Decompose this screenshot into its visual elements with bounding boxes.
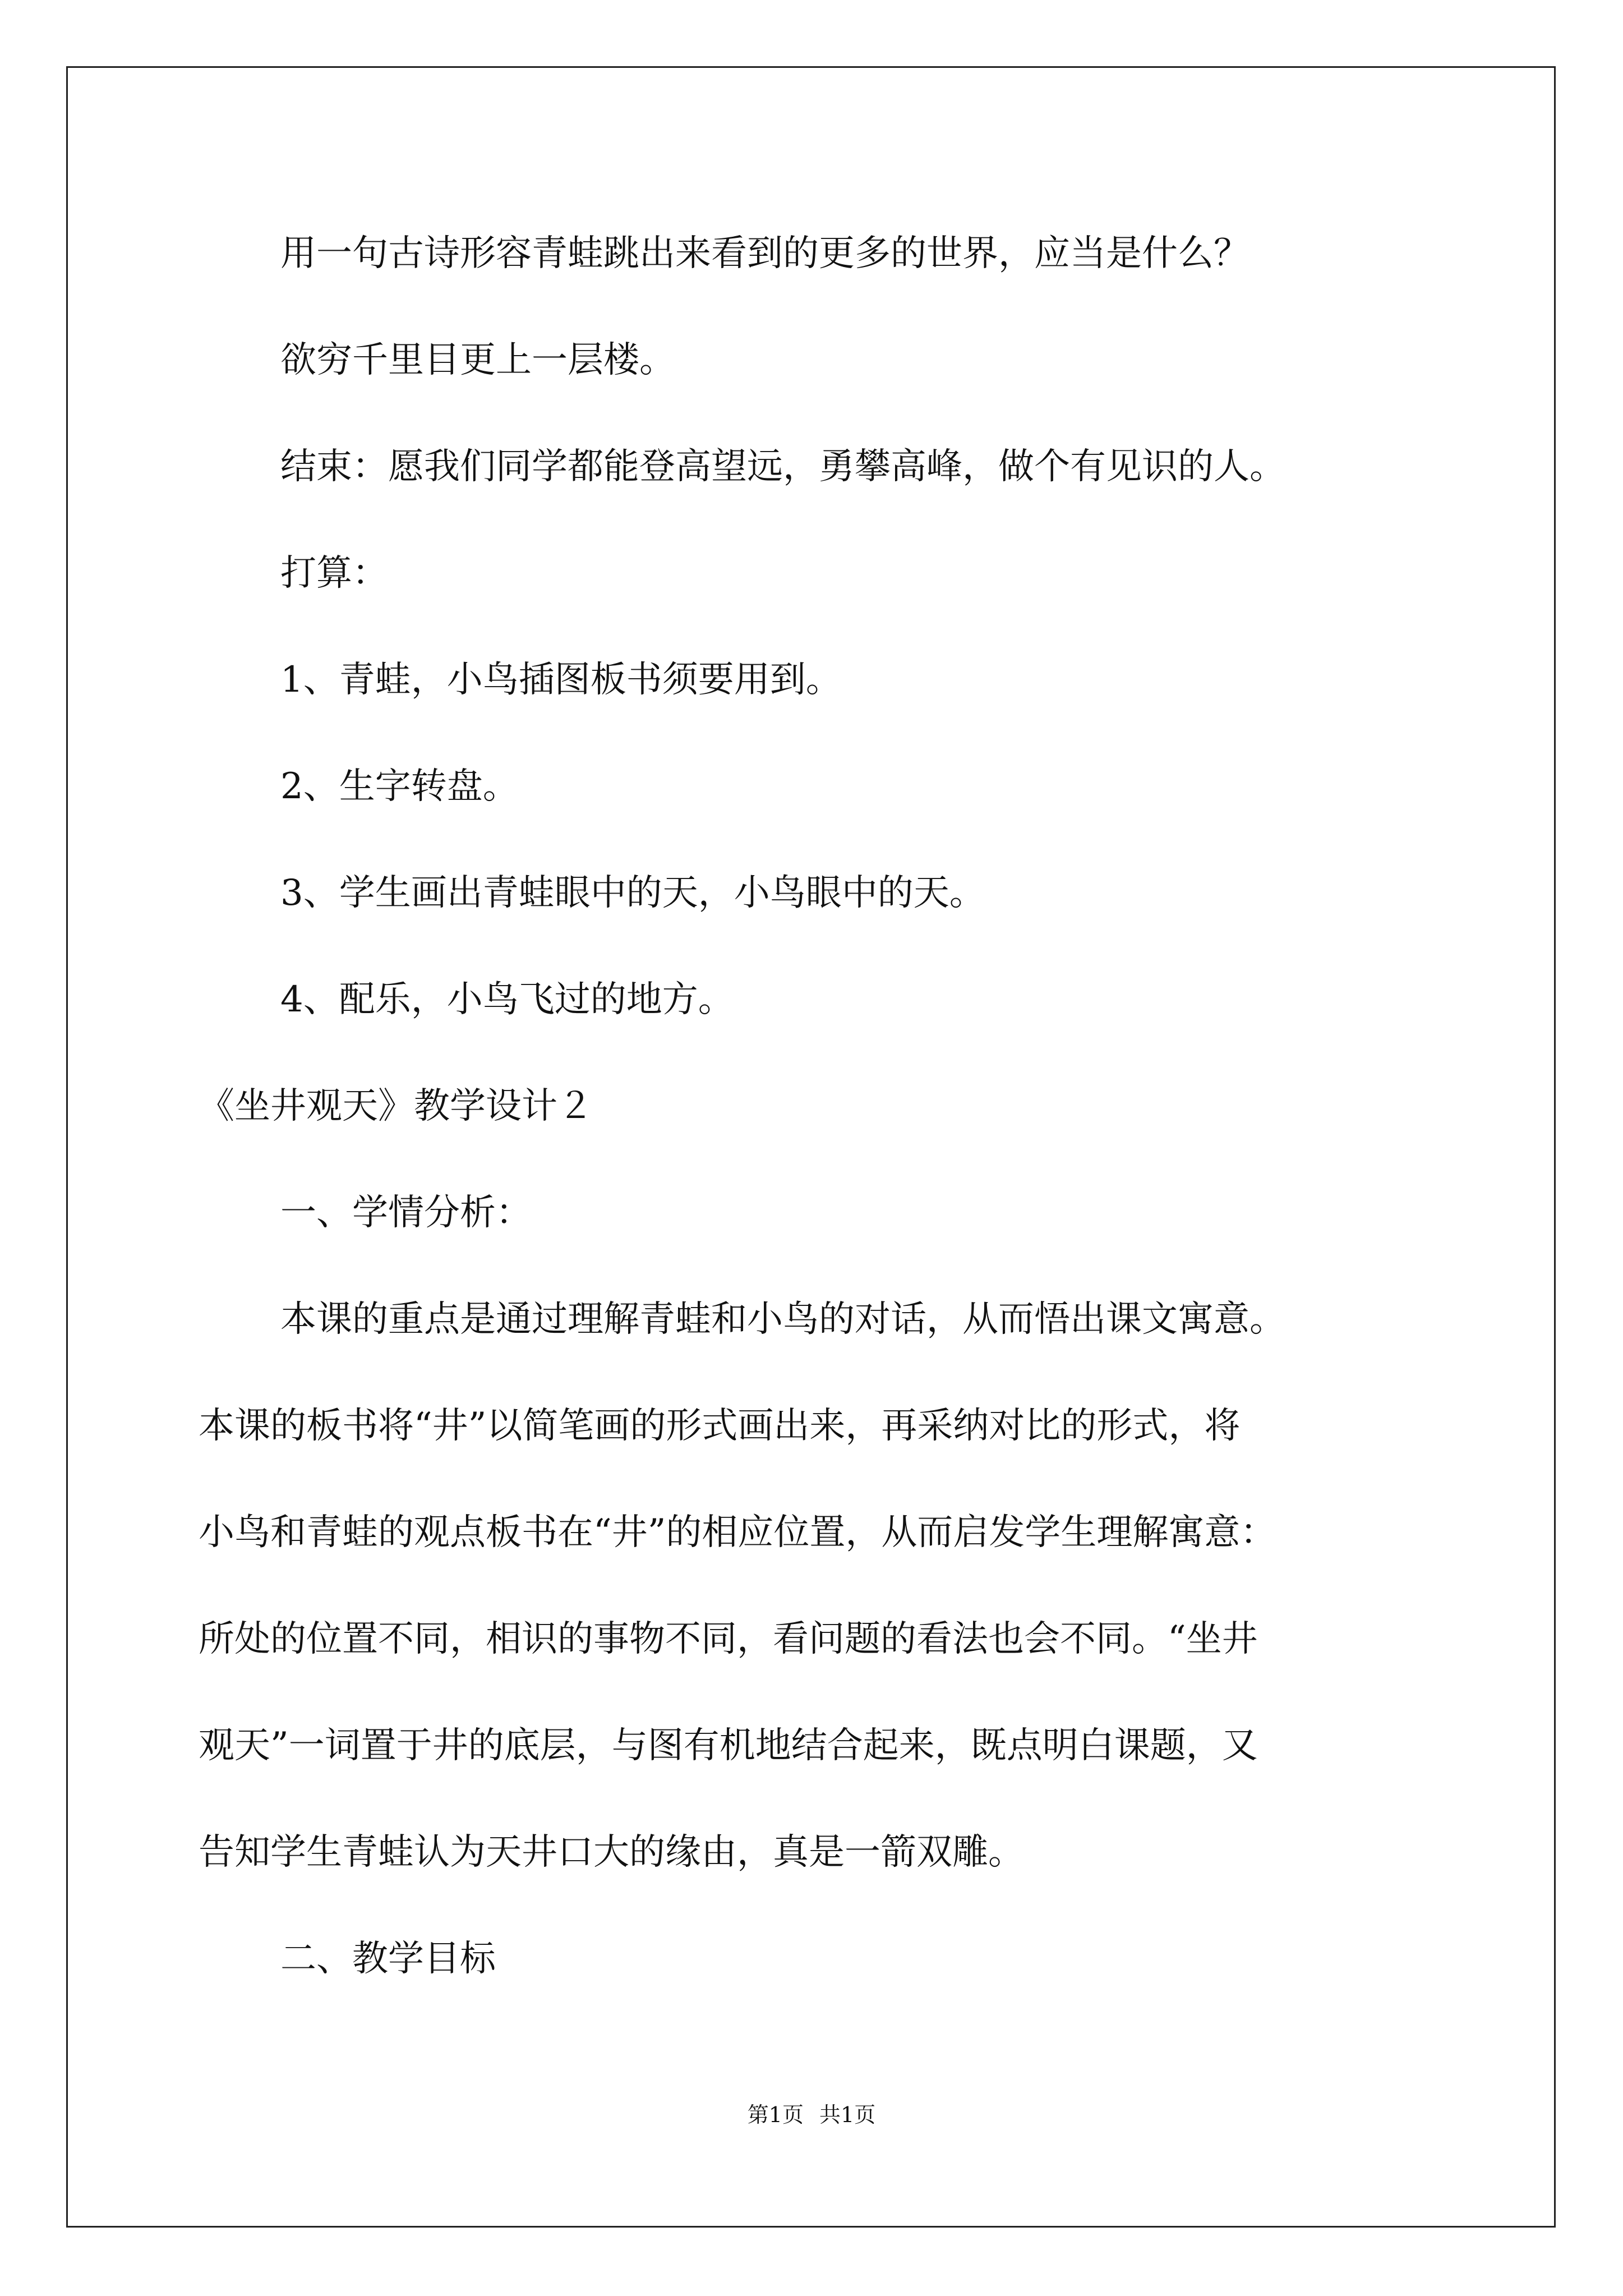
paragraph: 结束：愿我们同学都能登高望远，勇攀高峰，做个有见识的人。	[280, 446, 1285, 487]
paragraph: 打算：	[280, 553, 388, 594]
paragraph: 用一句古诗形容青蛙跳出来看到的更多的世界，应当是什么？	[280, 233, 1249, 274]
paragraph: 观天”一词置于井的底层，与图有机地结合起来，既点明白课题，又	[199, 1725, 1258, 1766]
page-number: 第1页	[747, 2102, 804, 2127]
paragraph: 本课的板书将“井”以简笔画的形式画出来，再采纳对比的形式，将	[199, 1405, 1241, 1447]
page-total: 共1页	[819, 2102, 876, 2127]
list-item: 3、学生画出青蛙眼中的天，小鸟眼中的天。	[280, 872, 985, 914]
section-heading: 一、学情分析：	[280, 1192, 532, 1234]
paragraph: 本课的重点是通过理解青蛙和小鸟的对话，从而悟出课文寓意。	[280, 1299, 1285, 1340]
paragraph: 告知学生青蛙认为天井口大的缘由，真是一箭双雕。	[199, 1832, 1024, 1873]
page-border	[66, 66, 1556, 2228]
paragraph: 所处的位置不同，相识的事物不同，看问题的看法也会不同。“坐井	[199, 1618, 1258, 1660]
list-item: 2、生字转盘。	[280, 766, 519, 807]
paragraph: 小鸟和青蛙的观点板书在“井”的相应位置，从而启发学生理解寓意：	[199, 1512, 1276, 1553]
section-title: 《坐井观天》教学设计２	[199, 1085, 593, 1127]
page-footer	[0, 2101, 1623, 2129]
list-item: 4、配乐，小鸟飞过的地方。	[280, 979, 734, 1020]
list-item: 1、青蛙，小鸟插图板书须要用到。	[280, 659, 842, 701]
section-heading: 二、教学目标	[280, 1938, 496, 1980]
paragraph: 欲穷千里目更上一层楼。	[280, 339, 675, 381]
